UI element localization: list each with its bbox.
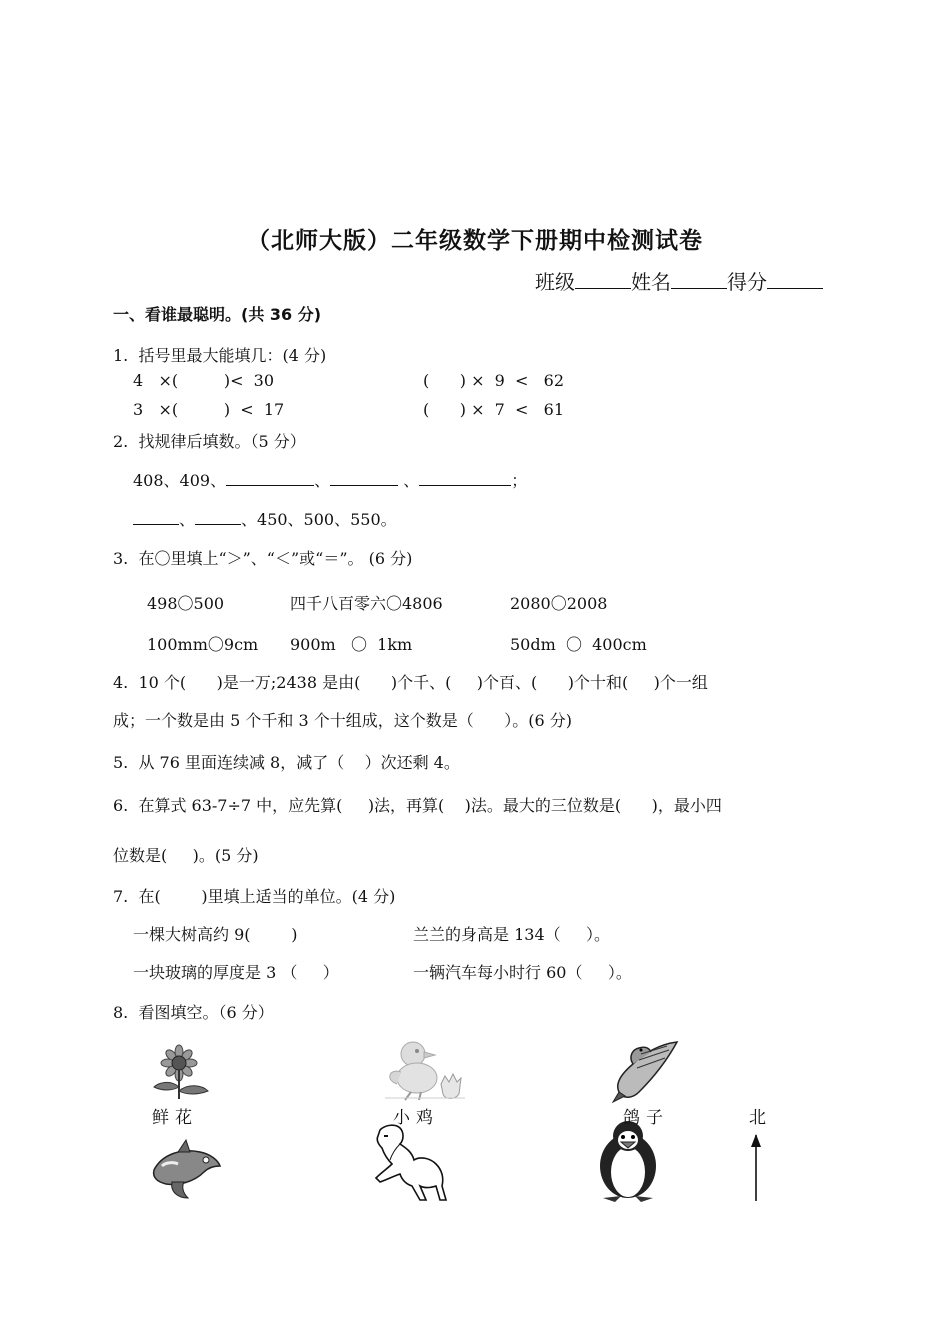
header-info [535,266,823,295]
q2-sep: 、 [314,471,331,490]
q3-item: 900m 〇 1km [290,635,413,654]
q3-item: 50dm 〇 400cm [510,635,647,654]
q2-row1 [133,468,527,491]
q7-item: 一块玻璃的厚度是 3 （ ） [133,963,339,982]
q2-title: 2. 找规律后填数。（5 分） [113,432,306,451]
flower-label: 鲜花 [152,1108,198,1128]
name-label: 姓名 [631,270,671,294]
q1-row1-right: ( ) × 9 < 62 [423,371,565,390]
q3-item: 100mm〇9cm [147,635,259,654]
section-heading: 一、看谁最聪明。(共 36 分) [113,305,322,324]
q3-item: 2080〇2008 [510,594,608,613]
q3-item: 498〇500 [147,594,225,613]
q7-item: 兰兰的身高是 134（ ）。 [413,925,611,944]
dolphin-icon [148,1136,224,1202]
north-label: 北 [749,1108,766,1128]
flower-icon [150,1045,212,1100]
q4-line2: 成；一个数是由 5 个千和 3 个十组成，这个数是（ ）。(6 分) [113,711,572,730]
class-blank[interactable] [575,273,631,289]
q1-row2-left: 3 ×( ) < 17 [133,400,285,419]
chick-label: 小鸡 [393,1108,439,1128]
q2-blank-5[interactable] [195,509,241,525]
q1-row2-right: ( ) × 7 < 61 [423,400,565,419]
q2-sep: 、 [179,510,196,529]
q3-item: 四千八百零六〇4806 [290,594,443,613]
horse-icon [370,1120,454,1204]
score-blank[interactable] [767,273,823,289]
q2-end: ； [511,471,528,490]
q7-item: 一棵大树高约 9( ) [133,925,298,944]
q2-row1-start: 408、409、 [133,471,227,490]
q2-blank-2[interactable] [330,470,398,486]
chick-icon [383,1038,467,1102]
score-label: 得分 [727,270,767,294]
q5: 5. 从 76 里面连续减 8，减了（ ）次还剩 4。 [113,753,460,772]
q4-line1: 4. 10 个( )是一万;2438 是由( )个千、( )个百、( )个十和( )个一组 [113,673,708,692]
q8-title: 8. 看图填空。（6 分） [113,1003,274,1022]
pigeon-icon [611,1038,681,1104]
q2-blank-1[interactable] [226,470,314,486]
q2-blank-4[interactable] [133,509,179,525]
north-arrow-icon [749,1133,763,1203]
q1-row1-left: 4 ×( )< 30 [133,371,275,390]
penguin-icon [593,1120,663,1202]
pigeon-label: 鸽子 [623,1108,669,1128]
q6-line1: 6. 在算式 63-7÷7 中，应先算( )法，再算( )法。最大的三位数是( )，最小四 [113,796,722,815]
q3-title: 3. 在〇里填上“＞”、“＜”或“＝”。 (6 分) [113,549,413,568]
name-blank[interactable] [671,273,727,289]
page-title: （北师大版）二年级数学下册期中检测试卷 [247,228,703,254]
q7-item: 一辆汽车每小时行 60（ ）。 [413,963,632,982]
q2-row2-end: 、450、500、550。 [241,510,397,529]
q6-line2: 位数是( )。(5 分) [113,846,259,865]
q7-title: 7. 在( )里填上适当的单位。(4 分) [113,887,396,906]
class-label: 班级 [535,270,575,294]
q2-row2 [133,507,397,530]
q2-sep: 、 [398,471,420,490]
q2-blank-3[interactable] [419,470,511,486]
q1-title: 1. 括号里最大能填几：(4 分) [113,346,327,365]
